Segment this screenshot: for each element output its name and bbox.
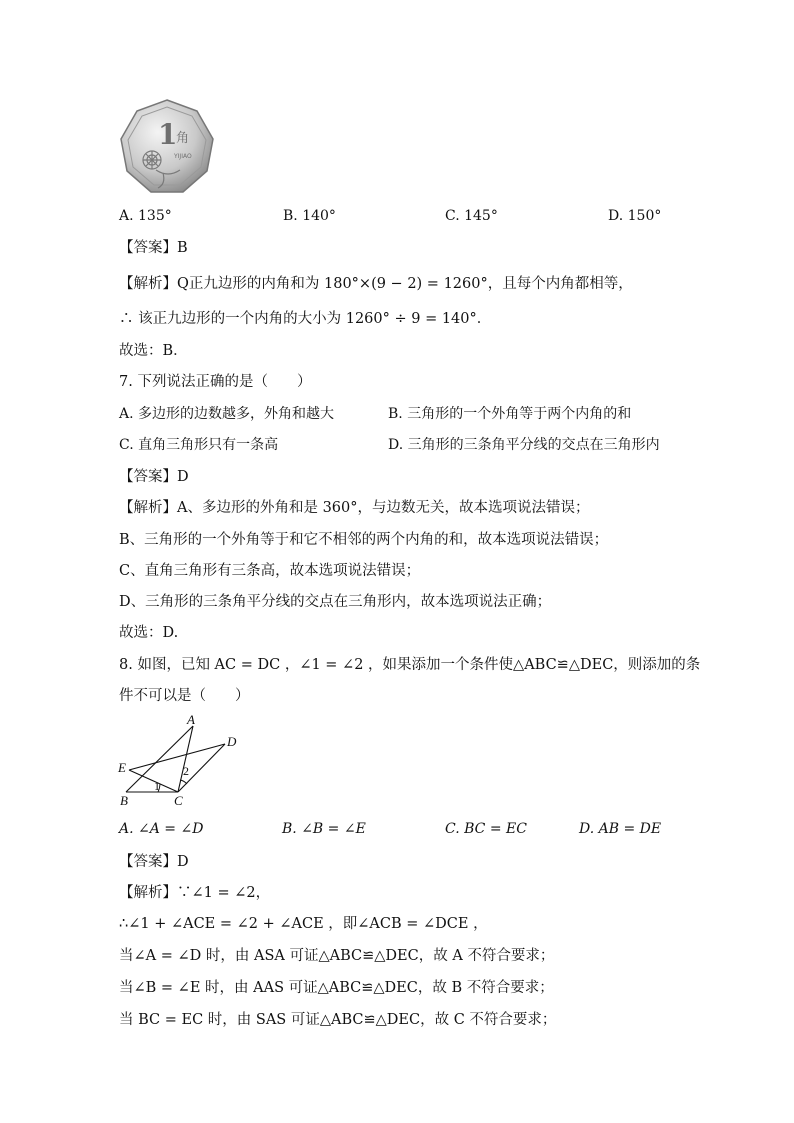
label-e: E — [118, 760, 126, 775]
q8-analysis-line-1: 【解析】∵∠1 = ∠2， — [119, 885, 271, 901]
coin-digit: 1 — [158, 118, 178, 151]
q7-analysis-line-4: D、三角形的三条角平分线的交点在三角形内，故本选项说法正确； — [119, 594, 552, 610]
q6-analysis-line-1: 【解析】Q正九边形的内角和为 180°×(9 − 2) = 1260°，且每个内角都相等， — [119, 276, 633, 292]
label-angle-1: 1 — [154, 779, 160, 793]
q8-analysis-line-2: ∴∠1 + ∠ACE = ∠2 + ∠ACE ，即∠ACB = ∠DCE ， — [119, 916, 488, 932]
q7-option-d: D. 三角形的三条角平分线的交点在三角形内 — [388, 437, 660, 453]
label-a: A — [187, 712, 195, 727]
coin-image — [118, 98, 216, 196]
q6-analysis-line-3: 故选：B． — [119, 343, 188, 359]
q6-option-a: A. 135° — [119, 208, 172, 224]
q6-option-c: C. 145° — [445, 208, 498, 224]
q7-analysis-line-2: B、三角形的一个外角等于和它不相邻的两个内角的和，故本选项说法错误； — [119, 532, 609, 548]
q7-option-c: C. 直角三角形只有一条高 — [119, 437, 279, 453]
q8-analysis-line-5: 当 BC = EC 时，由 SAS 可证△ABC≌△DEC，故 C 不符合要求； — [119, 1012, 557, 1028]
q6-option-d: D. 150° — [608, 208, 662, 224]
q7-stem: 7. 下列说法正确的是（ ） — [119, 374, 312, 390]
q7-option-a: A. 多边形的边数越多，外角和越大 — [119, 406, 335, 422]
q7-analysis-line-5: 故选：D. — [119, 625, 179, 641]
q7-analysis-line-3: C、直角三角形有三条高，故本选项说法错误； — [119, 563, 421, 579]
coin-pinyin: YIJIAO — [174, 153, 192, 160]
label-c: C — [174, 793, 183, 808]
q8-answer: 【答案】D — [119, 854, 189, 870]
q8-stem-line-2: 件不可以是（ ） — [119, 688, 250, 704]
segment-ed — [129, 744, 225, 770]
label-angle-2: 2 — [183, 764, 189, 778]
q8-analysis-line-4: 当∠B = ∠E 时，由 AAS 可证△ABC≌△DEC，故 B 不符合要求； — [119, 980, 554, 996]
q8-option-b: B. ∠B = ∠E — [282, 821, 366, 837]
q7-option-b: B. 三角形的一个外角等于两个内角的和 — [388, 406, 632, 422]
geometry-figure — [114, 712, 248, 808]
q8-stem-line-1: 8. 如图，已知 AC = DC ，∠1 = ∠2 ，如果添加一个条件使△ABC≌△DEC，则添加的条 — [119, 657, 701, 673]
q6-option-b: B. 140° — [283, 208, 336, 224]
label-d: D — [227, 734, 237, 749]
q7-answer: 【答案】D — [119, 469, 189, 485]
q8-option-c: C. BC = EC — [445, 821, 527, 837]
q6-analysis-line-2: ∴ 该正九边形的一个内角的大小为 1260° ÷ 9 = 140°． — [119, 311, 492, 327]
label-b: B — [120, 793, 128, 808]
q8-analysis-line-3: 当∠A = ∠D 时，由 ASA 可证△ABC≌△DEC，故 A 不符合要求； — [119, 948, 555, 964]
q8-option-d: D. AB = DE — [579, 821, 662, 837]
q7-analysis-line-1: 【解析】A、多边形的外角和是 360°，与边数无关，故本选项说法错误； — [119, 500, 590, 516]
coin-char: 角 — [176, 131, 190, 146]
q6-answer: 【答案】B — [119, 240, 188, 256]
q8-option-a: A. ∠A = ∠D — [119, 821, 204, 837]
